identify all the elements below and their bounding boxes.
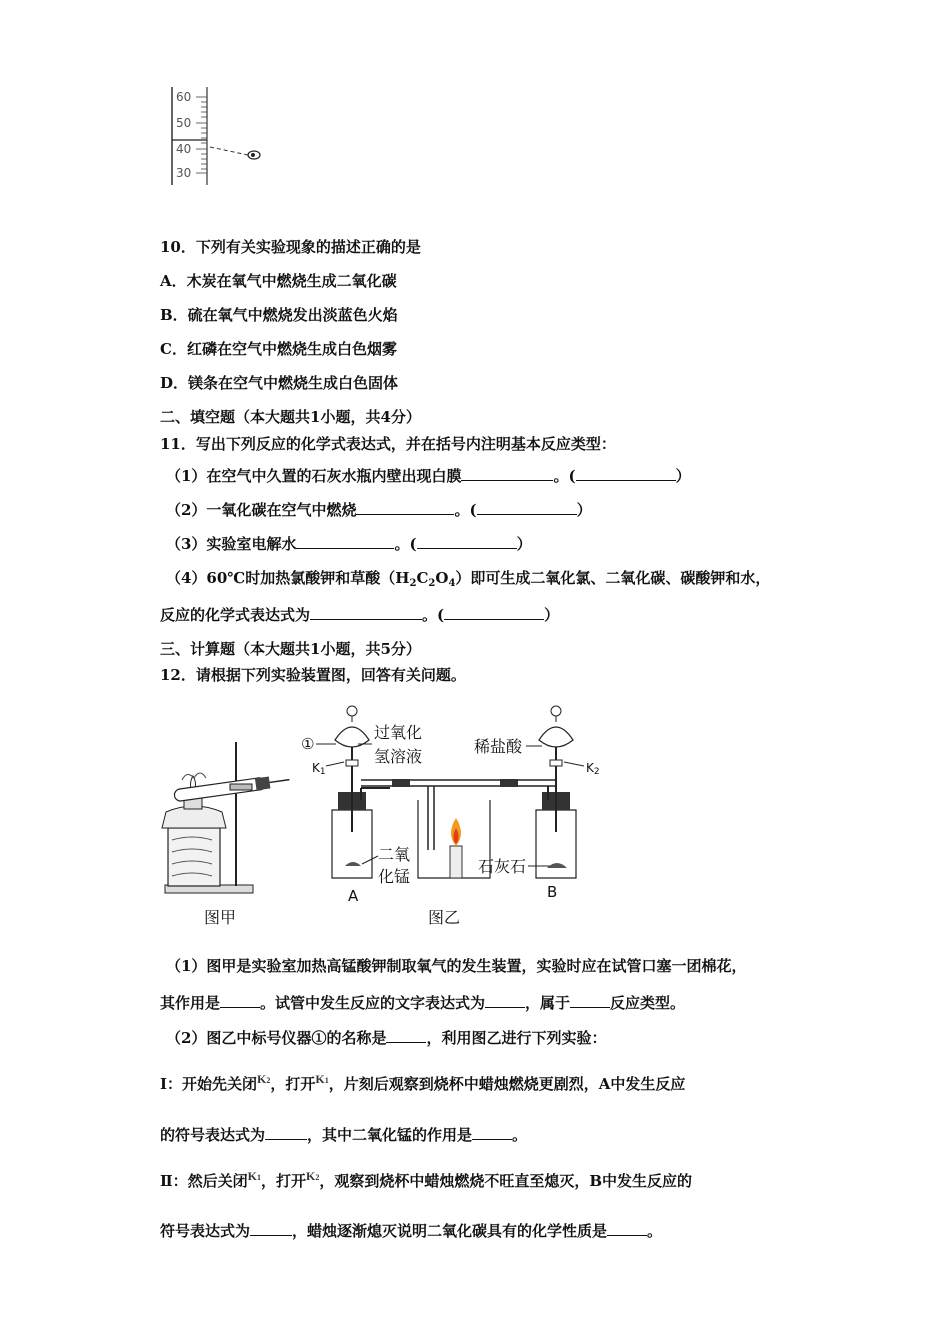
q12-step-ii-line2: 符号表达式为 ，蜡烛逐渐熄灭说明二氧化碳具有的化学性质是 。 [160, 1222, 663, 1240]
label-mno2: 二氧 [378, 845, 411, 864]
q11-item-2: （2）一氧化碳在空气中燃烧 。( ） [166, 501, 592, 519]
q10-option-b: B．硫在氧气中燃烧发出淡蓝色火焰 [160, 306, 398, 324]
q10-option-d: D．镁条在空气中燃烧生成白色固体 [160, 374, 399, 392]
label-circle-1: ① [301, 735, 315, 753]
q12-part1-line1: （1）图甲是实验室加热高锰酸钾制取氧气的发生装置，实验时应在试管口塞一团棉花， [166, 957, 747, 975]
bottle-b [536, 706, 576, 878]
label-mno2-line2: 化锰 [378, 867, 411, 886]
apparatus-figure [160, 700, 620, 935]
q12-step-i: Ⅰ：开始先关闭$^{K2}$，打开$^{K1}$，片刻后观察到烧杯中蜡烛燃烧更剧烈，A中发生反应 [160, 1072, 686, 1093]
q11-item-1: （1）在空气中久置的石灰水瓶内壁出现白膜 。( ） [166, 467, 691, 485]
tick-label: 50 [176, 116, 192, 130]
figure-yi-label: 图乙 [428, 908, 461, 927]
label-k2: K2 [586, 761, 600, 777]
q12-part1-line2: 其作用是 。试管中发生反应的文字表达式为 ，属于 反应类型。 [160, 994, 686, 1012]
label-k1: K1 [312, 761, 326, 777]
section-title: 三、计算题（本大题共1小题，共5分） [160, 640, 421, 658]
q12-part2: （2）图乙中标号仪器①的名称是 ，利用图乙进行下列实验： [166, 1029, 607, 1047]
figure-jia-apparatus [162, 742, 290, 893]
section-title: 二、填空题（本大题共1小题，共4分） [160, 408, 421, 426]
figure-jia-label: 图甲 [204, 908, 237, 927]
q10-stem: 10．下列有关实验现象的描述正确的是 [160, 238, 421, 256]
label-hcl: 稀盐酸 [474, 737, 523, 756]
q10-option-a: A．木炭在氧气中燃烧生成二氧化碳 [160, 272, 397, 290]
q11-stem: 11．写出下列反应的化学式表达式，并在括号内注明基本反应类型： [160, 435, 616, 453]
q11-item-4: （4）60℃时加热氯酸钾和草酸$(H_2C_2O_4)$即可生成二氧化氯、二氧化碳、碳酸钾和水， [166, 569, 771, 589]
tick-label: 40 [176, 142, 192, 156]
q11-item-4-line2: 反应的化学式表达式为 。( ） [160, 606, 560, 624]
label-limestone: 石灰石 [478, 857, 527, 876]
k2-symbol: K2 [257, 1072, 271, 1086]
q12-stem: 12．请根据下列实验装置图，回答有关问题。 [160, 666, 466, 684]
tick-label: 60 [176, 90, 192, 104]
k1-symbol: K1 [315, 1072, 329, 1086]
label-h2o2-line2: 氢溶液 [374, 747, 423, 766]
label-b: B [547, 883, 558, 901]
tick-label: 30 [176, 166, 192, 180]
graduated-cylinder-figure [160, 85, 280, 190]
label-a: A [348, 887, 359, 905]
k2-symbol: K2 [306, 1169, 320, 1183]
q10-option-c: C．红磷在空气中燃烧生成白色烟雾 [160, 340, 397, 358]
q11-item-3: （3）实验室电解水 。( ） [166, 535, 532, 553]
q12-step-ii: Ⅱ：然后关闭$^{K1}$，打开$^{K2}$，观察到烧杯中蜡烛燃烧不旺直至熄灭，B中发生反应的 [160, 1169, 693, 1190]
label-h2o2: 过氧化 [374, 723, 423, 742]
q12-step-i-line2: 的符号表达式为 ，其中二氧化锰的作用是 。 [160, 1126, 528, 1144]
k1-symbol: K1 [247, 1169, 261, 1183]
